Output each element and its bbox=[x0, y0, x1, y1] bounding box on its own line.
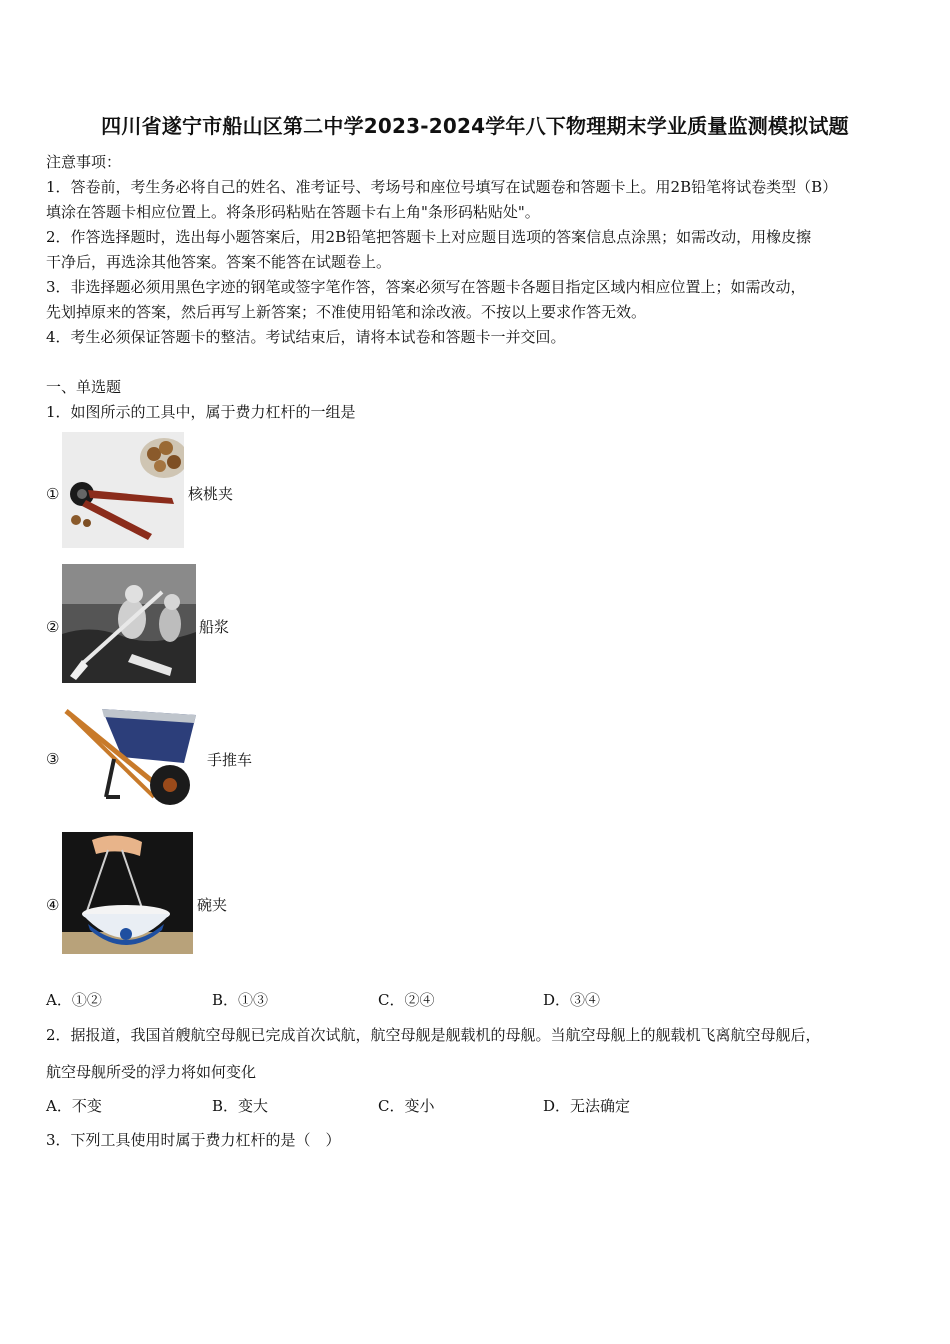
item-marker: ④ bbox=[46, 896, 60, 914]
question-2-stem: 2．据报道，我国首艘航空母舰已完成首次试航，航空母舰是舰载机的母舰。当航空母舰上的舰载机飞离航空母舰后， bbox=[46, 1026, 821, 1044]
item-label: 船浆 bbox=[199, 618, 230, 636]
question-1-option-a[interactable]: A．①② bbox=[46, 991, 102, 1009]
section-heading: 一、单选题 bbox=[46, 378, 122, 396]
question-2-option-d[interactable]: D．无法确定 bbox=[543, 1097, 631, 1115]
notice-line: 3．非选择题必须用黑色字迹的钢笔或签字笔作答，答案必须写在答题卡各题目指定区域内相应位置上；如需改动， bbox=[46, 278, 806, 296]
item-label: 手推车 bbox=[207, 751, 253, 769]
question-3-stem: 3．下列工具使用时属于费力杠杆的是（ ） bbox=[46, 1131, 341, 1149]
item-label: 核桃夹 bbox=[188, 485, 234, 503]
notice-line: 1．答卷前，考生务必将自己的姓名、准考证号、考场号和座位号填写在试题卷和答题卡上。用2B铅笔将试卷类型（B） bbox=[46, 178, 838, 196]
notice-line: 4．考生必须保证答题卡的整洁。考试结束后，请将本试卷和答题卡一并交回。 bbox=[46, 328, 566, 346]
nutcracker-image bbox=[62, 432, 184, 548]
item-marker: ② bbox=[46, 618, 60, 636]
item-marker: ③ bbox=[46, 750, 60, 768]
question-1-option-c[interactable]: C．②④ bbox=[378, 991, 435, 1009]
item-label: 碗夹 bbox=[197, 896, 228, 914]
notice-line: 填涂在答题卡相应位置上。将条形码粘贴在答题卡右上角"条形码粘贴处"。 bbox=[46, 203, 540, 221]
item-marker: ① bbox=[46, 485, 60, 503]
notice-line: 2．作答选择题时，选出每小题答案后，用2B铅笔把答题卡上对应题目选项的答案信息点涂黑；如需改动，用橡皮擦 bbox=[46, 228, 812, 246]
question-2-stem: 航空母舰所受的浮力将如何变化 bbox=[46, 1063, 257, 1081]
wheelbarrow-image bbox=[62, 697, 200, 812]
question-1-option-d[interactable]: D．③④ bbox=[543, 991, 601, 1009]
bowl-clamp-image bbox=[62, 832, 193, 954]
question-2-option-b[interactable]: B．变大 bbox=[212, 1097, 269, 1115]
rowing-image bbox=[62, 564, 196, 683]
question-1-stem: 1．如图所示的工具中，属于费力杠杆的一组是 bbox=[46, 403, 356, 421]
question-2-option-c[interactable]: C．变小 bbox=[378, 1097, 435, 1115]
question-1-option-b[interactable]: B．①③ bbox=[212, 991, 269, 1009]
question-2-option-a[interactable]: A．不变 bbox=[46, 1097, 102, 1115]
notice-heading: 注意事项： bbox=[46, 153, 122, 171]
notice-line: 干净后，再选涂其他答案。答案不能答在试题卷上。 bbox=[46, 253, 392, 271]
page-title: 四川省遂宁市船山区第二中学2023-2024学年八下物理期末学业质量监测模拟试题 bbox=[101, 114, 849, 138]
notice-line: 先划掉原来的答案，然后再写上新答案；不准使用铅笔和涂改液。不按以上要求作答无效。 bbox=[46, 303, 647, 321]
